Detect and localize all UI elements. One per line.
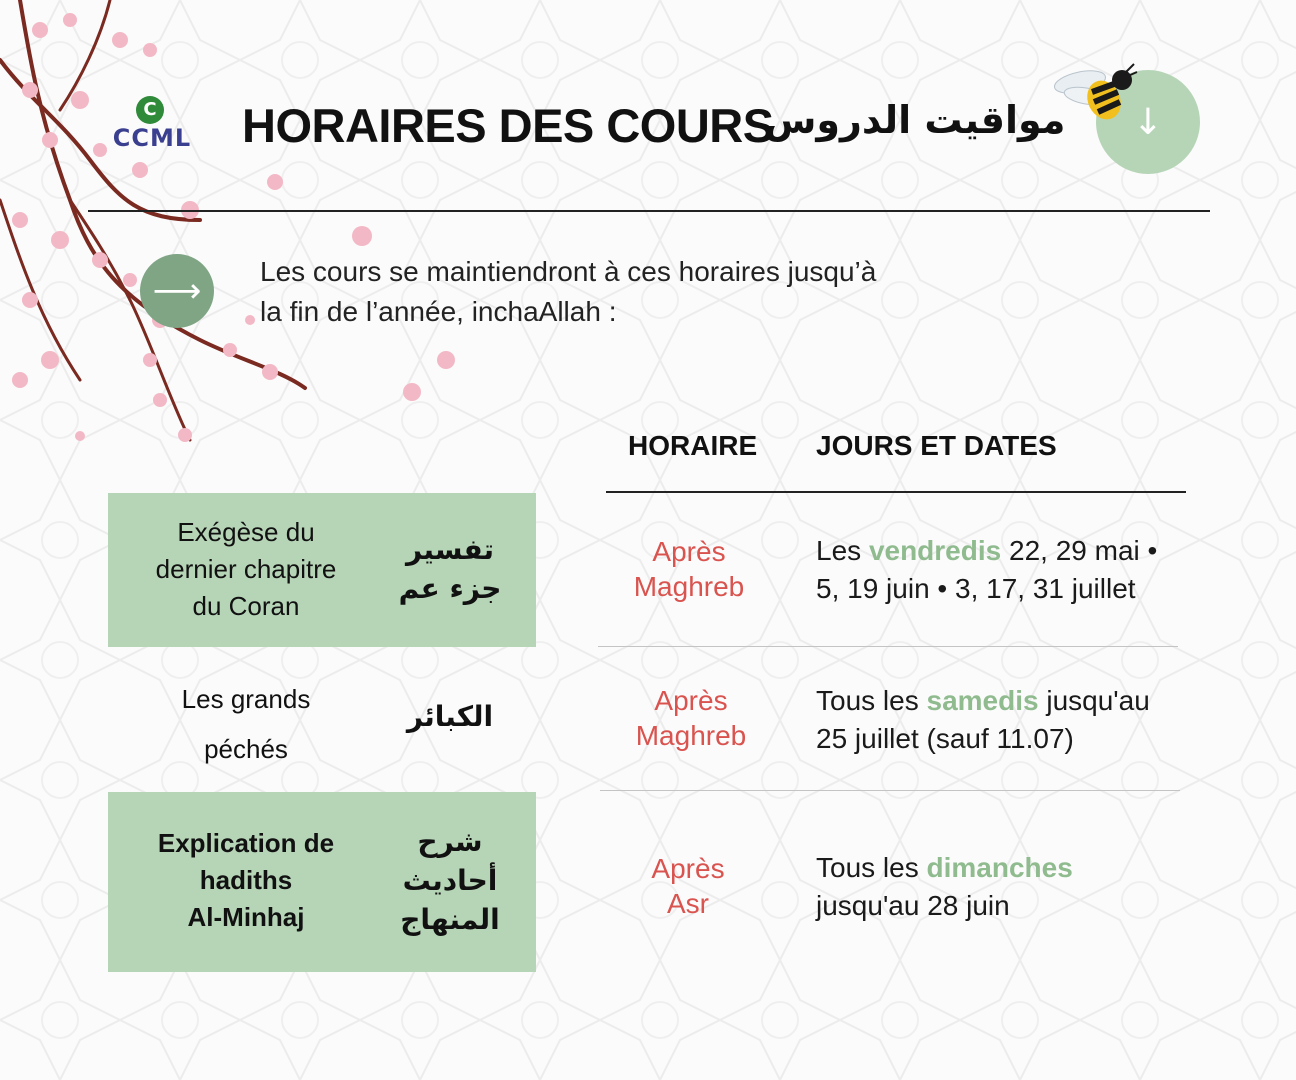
course-time	[603, 851, 773, 921]
course-title-fr	[126, 825, 366, 936]
logo-text: CCML	[112, 124, 192, 152]
course-title-ar	[376, 822, 524, 939]
intro-text	[260, 252, 980, 332]
course-title-fr	[126, 514, 366, 625]
table-row-divider	[598, 646, 1178, 647]
next-arrow-button[interactable]	[140, 254, 214, 328]
cherry-blossom-branch	[0, 0, 320, 460]
page-title-arabic: مواقيت الدروس	[764, 98, 1066, 142]
course-time-line: Asr	[667, 888, 709, 919]
course-days-line	[816, 682, 1186, 720]
course-title-ar-line: تفسير	[405, 533, 494, 566]
days-text: Tous les	[816, 685, 927, 716]
course-title-ar-line: المنهاج	[400, 903, 500, 936]
course-days-line: 5, 19 juin • 3, 17, 31 juillet	[816, 573, 1136, 604]
course-title-line: Les grands	[181, 684, 311, 714]
course-time-line: Après	[651, 853, 725, 884]
course-title-fr	[126, 681, 366, 768]
course-title-ar-line: شرح	[417, 825, 483, 858]
intro-line-1: Les cours se maintiendront à ces horaires jusqu’à	[260, 256, 877, 287]
course-days	[816, 532, 1186, 608]
course-box-minhaj	[108, 792, 536, 972]
course-days-line: jusqu'au 28 juin	[816, 890, 1010, 921]
course-box-kabair	[108, 647, 536, 791]
course-time-line: Maghreb	[633, 571, 745, 602]
course-time	[606, 683, 776, 753]
course-time-line: Après	[652, 536, 726, 567]
arrow-down-icon: ↓	[1132, 101, 1164, 143]
days-text: Les	[816, 535, 869, 566]
table-header-divider	[606, 491, 1186, 493]
course-time-line: Après	[654, 685, 728, 716]
header-divider	[88, 210, 1210, 212]
column-header-time: HORAIRE	[628, 430, 758, 461]
days-text: jusqu'au	[1038, 685, 1150, 716]
course-days-line: 25 juillet (sauf 11.07)	[816, 723, 1074, 754]
course-box-tafsir	[108, 493, 536, 647]
course-title-ar	[376, 530, 524, 608]
days-text: 22, 29 mai •	[1001, 535, 1158, 566]
ccml-logo	[100, 92, 204, 154]
course-days-line	[816, 532, 1186, 570]
course-days	[816, 682, 1186, 758]
days-highlight: dimanches	[926, 852, 1073, 883]
course-title-line: Exégèse du	[177, 517, 315, 547]
course-time-line: Maghreb	[635, 720, 747, 751]
course-title-ar-line: جزء عم	[398, 572, 502, 605]
course-days-line	[816, 849, 1186, 887]
course-title-line: Al-Minhaj	[187, 902, 305, 932]
course-title-line: Explication de	[157, 828, 335, 858]
logo-mark: C	[136, 96, 164, 124]
column-header-days: JOURS ET DATES	[816, 430, 1057, 461]
bee-illustration	[1048, 62, 1138, 132]
days-text: Tous les	[816, 852, 927, 883]
course-days	[816, 849, 1186, 925]
course-title-ar	[376, 697, 524, 736]
course-title-line: dernier chapitre	[155, 554, 337, 584]
course-time	[604, 534, 774, 604]
course-title-line: du Coran	[192, 591, 300, 621]
course-title-ar-line: أحاديث	[402, 864, 498, 897]
days-highlight: vendredis	[868, 535, 1002, 566]
days-highlight: samedis	[926, 685, 1039, 716]
arrow-right-icon: ⟶	[152, 271, 202, 311]
course-title-ar-line: الكبائر	[406, 700, 494, 733]
course-title-line: hadiths	[199, 865, 293, 895]
page-title: HORAIRES DES COURS	[242, 99, 774, 152]
course-title-line: péchés	[204, 734, 288, 764]
intro-line-2: la fin de l’année, inchaAllah :	[260, 296, 617, 327]
table-row-divider	[600, 790, 1180, 791]
